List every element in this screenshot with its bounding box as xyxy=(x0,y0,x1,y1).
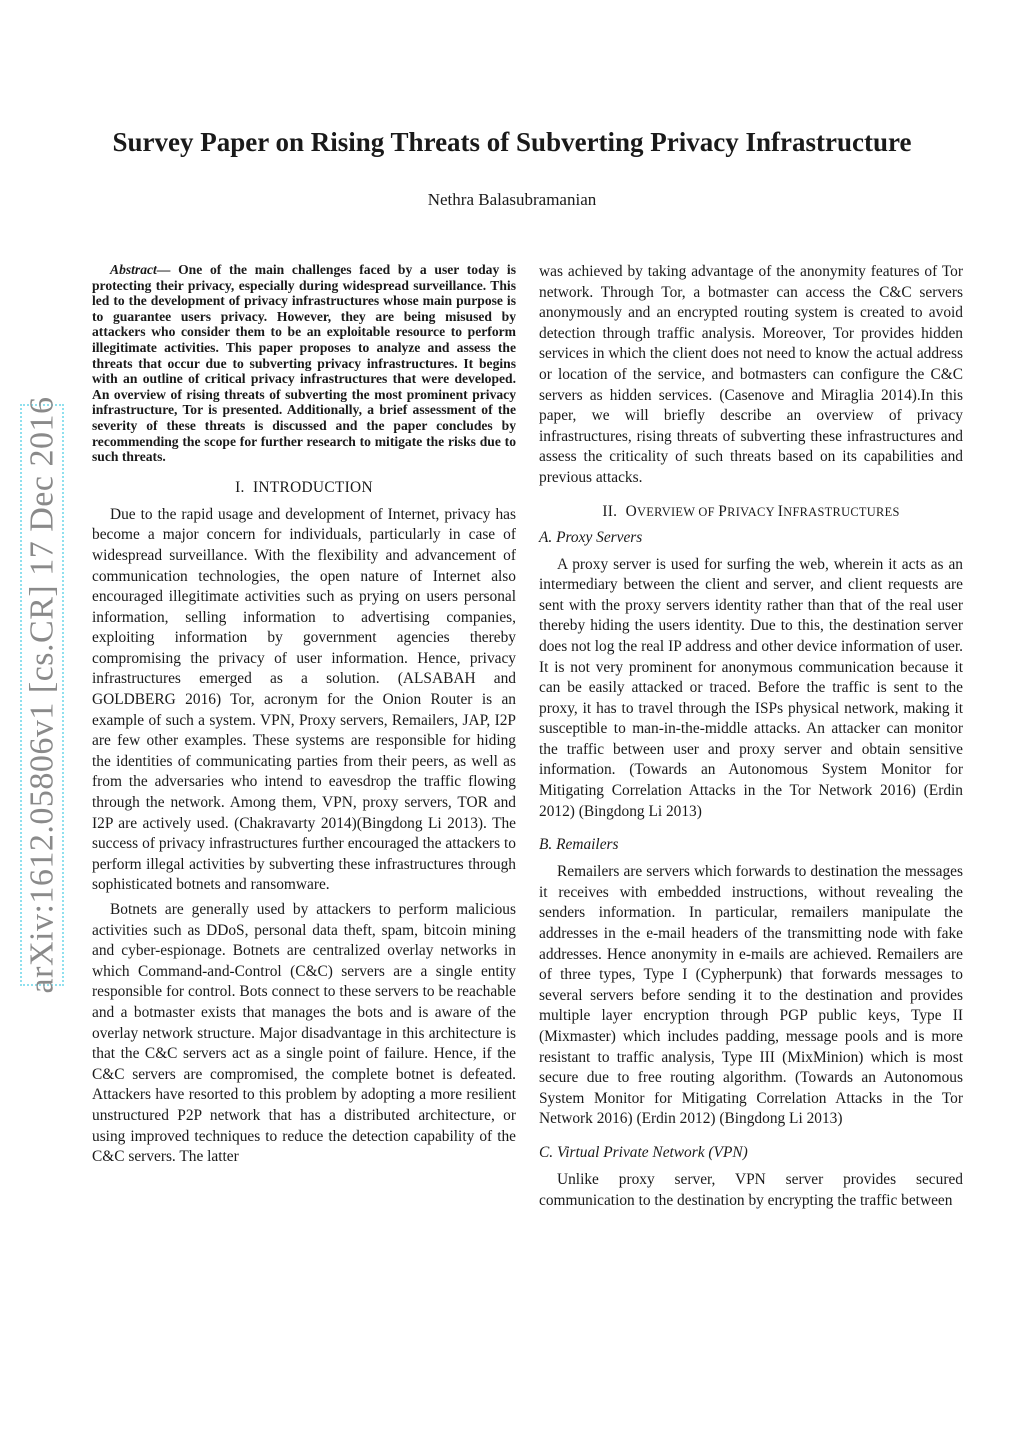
proxy-paragraph: A proxy server is used for surfing the web, wherein it acts as an intermediary between the client and server, and client requests are sent with the proxy servers identity rather than that of the real user thereby hiding the users identity. Due to this, the destination server does not log the real IP address and other device information of user. It is not very prominent for anonymous communication because it can be easily attacked or traced. Before the traffic is sent to the proxy, it has to travel through the ISPs physical network, making it susceptible to man-in-the-middle attacks. An attacker can monitor the traffic between user and proxy server and obtain sensitive information. (Towards an Autonomous System Monitor for Mitigating Correlation Attacks in the Tor Network 2016) (Erdin 2012) (Bingdong Li 2013) xyxy=(539,555,963,820)
arxiv-identifier-text: arXiv:1612.05806v1 [cs.CR] 17 Dec 2016 xyxy=(23,396,61,994)
intro-paragraph-2: Botnets are generally used by attackers to perform malicious activities such as DDoS, personal data theft, spam, bitcoin mining and cyber-espionage. Botnets are centralized overlay networks in which Command-and-Control (C&C) servers are a single entity responsible for control. Bots connect to these servers to be reachable and a botmaster exists that manages the bots and is aware of the overlay network structure. Major disadvantage in this architecture is that the C&C servers act as a single point of failure. Hence, if the C&C servers are compromised, the complete botnet is defeated. Attackers have resorted to this problem by adopting a more resilient unstructured P2P network that has a distributed architecture, or using improved techniques to reduce the detection capability of the C&C servers. The latter xyxy=(92,901,516,1166)
section-title: INTRODUCTION xyxy=(253,478,373,496)
paper-title: Survey Paper on Rising Threats of Subverting Privacy Infrastructure xyxy=(112,127,912,157)
subsection-heading-proxy: A. Proxy Servers xyxy=(539,528,643,546)
section-heading-overview: II. OVERVIEW OF PRIVACY INFRASTRUCTURES xyxy=(602,502,900,520)
right-column xyxy=(539,262,963,1211)
abstract xyxy=(92,262,516,465)
paper-author: Nethra Balasubramanian xyxy=(427,190,597,209)
subsection-heading-remailers: B. Remailers xyxy=(539,836,619,854)
intro-continuation: was achieved by taking advantage of the anonymity features of Tor network. Through Tor, a botmaster can access the C&C servers anonymously and an encrypted routing system is created to avoid detection through traffic analysis. Moreover, Tor provides hidden services in which the client does not need to know the actual address or location of the service, and botmasters can configure the C&C servers as hidden services. (Casenove and Miraglia 2014).In this paper, we will briefly describe an overview of privacy infrastructures, rising threats of subverting these infrastructures and assess the criticality of such threats based on its capabilities and previous attacks. xyxy=(539,263,963,486)
section-number: I. xyxy=(235,478,245,496)
section-heading-introduction xyxy=(92,479,516,497)
remailers-paragraph: Remailers are servers which forwards to destination the messages it receives with embedded instructions, without revealing the senders information. In particular, remailers manipulate the addresses in the e-mail headers of the transmitting node with fake addresses. Hence anonymity in e-mails are achieved. Remailers are of three types, Type I (Cypherpunk) that forwards messages to several servers before sending it to the destination and provides multiple layer encryption through PGP public keys, Type II (Mixmaster) which includes padding, message pools and is more resistant to traffic analysis, Type III (MixMinion) which is most secure due to free routing algorithm. (Towards an Autonomous System Monitor for Mitigating Correlation Attacks in the Tor Network 2016) (Erdin 2012) (Bingdong Li 2013) xyxy=(539,863,963,1128)
vpn-paragraph: Unlike proxy server, VPN server provides secured communication to the destination by encrypting the traffic between xyxy=(539,1170,963,1209)
section-number: II. xyxy=(602,502,618,520)
intro-paragraph-1: Due to the rapid usage and development of Internet, privacy has become a major concern for individuals, particularly in case of widespread surveillance. With the flexibility and advancement of communication technologies, the open nature of Internet also encouraged illegitimate activities such as prying on users personal information, selling information to advertising companies, exploiting information by government agencies thereby compromising the privacy of user information. Hence, privacy infrastructures emerged as a solution. (ALSABAH and GOLDBERG 2016) Tor, acronym for the Onion Router is an example of such a system. VPN, Proxy servers, Remailers, JAP, I2P are few other examples. These systems are responsible for hiding the identities of communicating parties from their peers, as well as from the adversaries who intend to eavesdrop the traffic flowing through the network. Among them, VPN, proxy servers, TOR and I2P are actively used. (Chakravarty 2014)(Bingdong Li 2013). The success of privacy infrastructures further encouraged the attackers to perform illegal activities by subverting these infrastructures through sophisticated botnets and ransomware. xyxy=(92,505,516,894)
abstract-label: Abstract— xyxy=(110,262,171,277)
arxiv-identifier-stamp xyxy=(20,396,64,994)
abstract-text: One of the main challenges faced by a user today is protecting their privacy, especially during widespread surveillance. This led to the development of privacy infrastructures whose main purpose is to guarantee users privacy. However, they are being misused by attackers who consider them to be an exploitable resource to perform illegitimate activities. This paper proposes to analyze and assess the threats that occur due to subverting privacy infrastructures. It begins with an outline of critical privacy infrastructures that were developed. An overview of rising threats of subverting the most prominent privacy infrastructure, Tor is presented. Additionally, a brief assessment of the severity of these threats is discussed and the paper concludes by recommending the scope for further research to mitigate the risks due to such threats. xyxy=(92,262,516,465)
left-column xyxy=(92,262,516,1168)
subsection-heading-vpn: C. Virtual Private Network (VPN) xyxy=(539,1143,748,1161)
